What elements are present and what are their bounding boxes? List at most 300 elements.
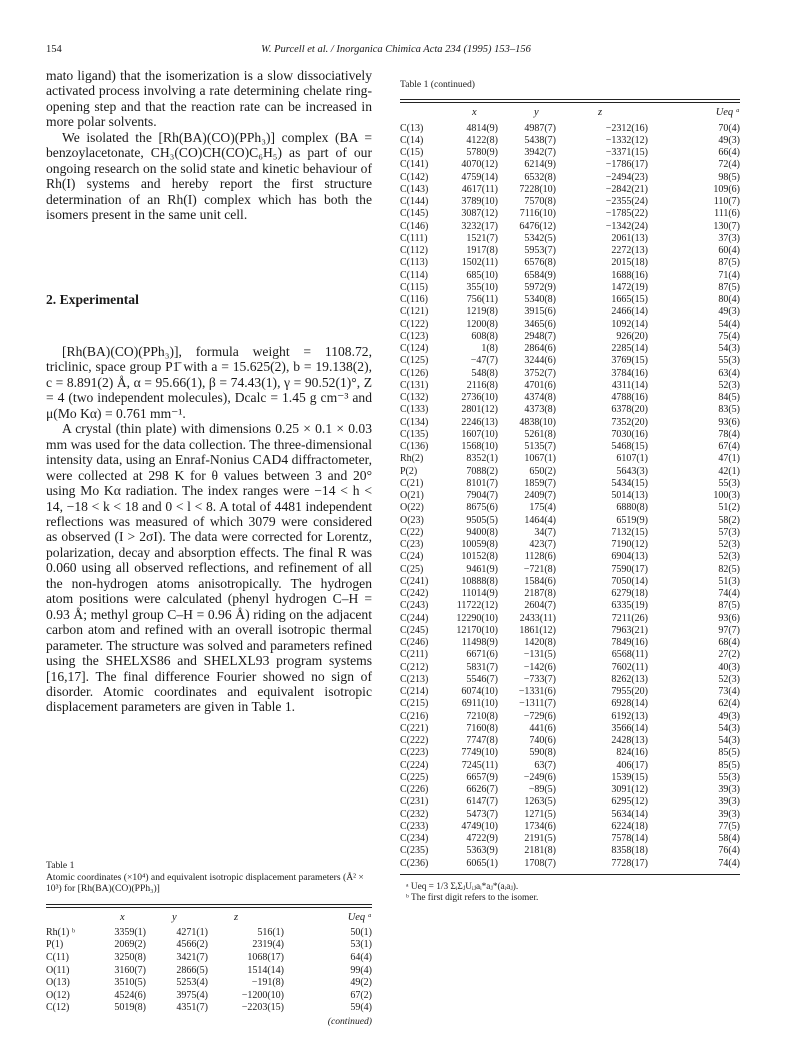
value-cell: 71(4) (718, 269, 740, 281)
value-cell: −733(7) (523, 673, 556, 685)
table-row (46, 939, 372, 952)
atom-label-cell: C(145) (400, 208, 429, 220)
value-cell: 548(8) (471, 367, 498, 379)
value-cell: 1665(15) (611, 294, 648, 306)
table-row (400, 539, 740, 551)
atom-label-cell: C(124) (400, 343, 429, 355)
atom-label-cell: C(231) (400, 796, 429, 808)
value-cell: 4617(11) (461, 183, 498, 195)
value-cell: 82(5) (718, 563, 740, 575)
value-cell: 1688(16) (611, 269, 648, 281)
value-cell: 76(4) (718, 845, 740, 857)
value-cell: −191(8) (251, 977, 284, 989)
atom-label-cell: C(212) (400, 661, 429, 673)
table-left-label: Table 1 (46, 860, 75, 871)
value-cell: −729(6) (523, 710, 556, 722)
table-row (400, 159, 740, 171)
value-cell: 608(8) (471, 330, 498, 342)
value-cell: 6928(14) (611, 698, 648, 710)
atom-label-cell: C(23) (400, 539, 424, 551)
value-cell: 6568(11) (611, 649, 648, 661)
value-cell: 3510(5) (114, 977, 146, 989)
value-cell: −89(5) (528, 784, 556, 796)
value-cell: 7590(17) (611, 563, 648, 575)
value-cell: 1708(7) (524, 857, 556, 869)
value-cell: −2312(16) (605, 122, 648, 134)
table-row (400, 588, 740, 600)
atom-label-cell: O(13) (46, 977, 70, 989)
value-cell: 6192(13) (611, 710, 648, 722)
value-cell: 4759(14) (461, 171, 498, 183)
value-cell: 6519(9) (616, 514, 648, 526)
value-cell: 4070(12) (461, 159, 498, 171)
value-cell: 59(4) (350, 1002, 372, 1014)
value-cell: 11722(12) (456, 600, 498, 612)
value-cell: 5014(13) (611, 490, 648, 502)
table-row (400, 319, 740, 331)
table-row (400, 515, 740, 527)
table-row (400, 282, 740, 294)
value-cell: 85(5) (718, 747, 740, 759)
value-cell: 67(2) (350, 989, 372, 1001)
value-cell: 9400(8) (466, 526, 498, 538)
atom-label-cell: O(12) (46, 989, 70, 1001)
value-cell: 49(3) (718, 710, 740, 722)
table-row (400, 135, 740, 147)
table-row (400, 833, 740, 845)
atom-label-cell: C(125) (400, 355, 429, 367)
value-cell: 3244(6) (524, 355, 556, 367)
value-cell: 7210(8) (466, 710, 498, 722)
value-cell: 3784(16) (611, 367, 648, 379)
value-cell: 39(3) (718, 796, 740, 808)
value-cell: 7050(14) (611, 575, 648, 587)
table-row (400, 809, 740, 821)
page-header (46, 44, 746, 58)
value-cell: 49(3) (718, 306, 740, 318)
table-row (400, 576, 740, 588)
value-cell: 83(5) (718, 404, 740, 416)
value-cell: −2355(24) (605, 196, 648, 208)
value-cell: 441(6) (529, 722, 556, 734)
value-cell: 3789(10) (461, 196, 498, 208)
value-cell: 6065(1) (466, 857, 498, 869)
value-cell: 2409(7) (524, 490, 556, 502)
value-cell: 12170(10) (456, 624, 498, 636)
value-cell: 175(4) (529, 502, 556, 514)
value-cell: 650(2) (529, 465, 556, 477)
value-cell: 7955(20) (611, 686, 648, 698)
atom-label-cell: C(123) (400, 330, 429, 342)
value-cell: 4987(7) (524, 122, 556, 134)
value-cell: 51(2) (718, 502, 740, 514)
atom-label-cell: C(131) (400, 379, 429, 391)
value-cell: −1342(24) (605, 220, 648, 232)
value-cell: 40(3) (718, 661, 740, 673)
atom-label-cell: C(133) (400, 404, 429, 416)
atom-label-cell: C(224) (400, 759, 429, 771)
value-cell: 52(3) (718, 539, 740, 551)
value-cell: 85(5) (718, 759, 740, 771)
table-row (400, 686, 740, 698)
atom-label-cell: C(24) (400, 551, 424, 563)
atom-label-cell: O(23) (400, 514, 424, 526)
value-cell: 2061(13) (611, 232, 648, 244)
table-row (400, 625, 740, 637)
table-row (400, 172, 740, 184)
table-row (400, 674, 740, 686)
table-left (46, 860, 372, 1028)
table-row (400, 417, 740, 429)
table-row (400, 221, 740, 233)
value-cell: 1917(8) (466, 245, 498, 257)
value-cell: −1200(10) (241, 989, 284, 1001)
value-cell: 2948(7) (524, 330, 556, 342)
paragraph-intro: mato ligand) that the isomerization is a slow dissociatively activated process involving a rate determining chelate ring-opening step and that the reaction rate can be increased in more polar solvents. (46, 68, 372, 130)
value-cell: 3160(7) (114, 964, 146, 976)
value-cell: 6279(18) (611, 588, 648, 600)
value-cell: 87(5) (718, 600, 740, 612)
atom-label-cell: C(226) (400, 784, 429, 796)
header-cell: Ueq ᵃ (347, 911, 372, 923)
table-row (400, 490, 740, 502)
value-cell: 1068(17) (247, 951, 284, 963)
table-right (400, 79, 740, 905)
value-cell: 6295(12) (611, 796, 648, 808)
atom-label-cell: C(236) (400, 857, 429, 869)
value-cell: 1464(4) (524, 514, 556, 526)
value-cell: 7749(10) (461, 747, 498, 759)
value-cell: 1271(5) (524, 808, 556, 820)
section-title: 2. Experimental (46, 292, 139, 307)
atom-label-cell: C(134) (400, 416, 429, 428)
header-cell (400, 103, 448, 123)
value-cell: −131(5) (523, 649, 556, 661)
value-cell: 77(5) (718, 820, 740, 832)
value-cell: 2285(14) (611, 343, 648, 355)
value-cell: 130(7) (713, 220, 740, 232)
atom-label-cell: O(22) (400, 502, 424, 514)
value-cell: 39(3) (718, 784, 740, 796)
value-cell: 7088(2) (466, 465, 498, 477)
value-cell: −3371(15) (605, 147, 648, 159)
value-cell: 8262(13) (611, 673, 648, 685)
value-cell: 6904(13) (611, 551, 648, 563)
table-row (400, 772, 740, 784)
value-cell: 8352(1) (466, 453, 498, 465)
value-cell: 6532(8) (524, 171, 556, 183)
footnote-a: ᵃ Ueq = 1/3 ΣᵢΣⱼUᵢⱼaᵢ*aⱼ*(aᵢaⱼ). (406, 881, 519, 892)
value-cell: 4722(9) (466, 833, 498, 845)
header-cell: y (534, 107, 539, 119)
value-cell: 47(1) (718, 453, 740, 465)
paragraph-crystal: A crystal (thin plate) with dimensions 0.25 × 0.1 × 0.03 mm was used for the data collection. The three-dimensional intensity data, using an Enraf-Nonius CAD4 diffractometer, were collected at 298 K for θ values between 3 and 20° using Mo Kα radiation. The index ranges were −14 < h < 14, −18 < k < 18 and 0 < l < 8. A total of 4481 independent reflections was measured of which 3079 were considered as observed (I > 2σI). The data were corrected for Lorentz, polarization, decay and absorption effects. The final R was 0.060 using all observed reflections, and refinement of all the non-hydrogen atoms anisotropically. The hydrogen atom positions were calculated (phenyl hydrogen C–H = 0.93 Å; methyl group C–H = 0.96 Å) riding on the adjacent carbon atom and refined with an overall isotropic thermal parameter. The structure was solved and parameters refined using the SHELXS86 and SHELXL93 program systems [16,17]. The final difference Fourier showed no sign of disorder. Atomic coordinates and equivalent isotropic displacement parameters are given in Table 1. (46, 421, 372, 715)
value-cell: 1607(10) (461, 428, 498, 440)
value-cell: 3975(4) (176, 989, 208, 1001)
value-cell: 3091(12) (611, 784, 648, 796)
atom-label-cell: Rh(1) ᵇ (46, 926, 75, 938)
value-cell: 3232(17) (461, 220, 498, 232)
value-cell: 84(5) (718, 392, 740, 404)
value-cell: 55(3) (718, 355, 740, 367)
value-cell: 7228(10) (519, 183, 556, 195)
value-cell: 7963(21) (611, 624, 648, 636)
atom-label-cell: C(225) (400, 771, 429, 783)
atom-label-cell: C(232) (400, 808, 429, 820)
value-cell: 1128(6) (524, 551, 556, 563)
table-row (400, 147, 740, 159)
value-cell: 6476(12) (519, 220, 556, 232)
atom-label-cell: C(114) (400, 269, 428, 281)
value-cell: 2604(7) (524, 600, 556, 612)
value-cell: 49(2) (350, 977, 372, 989)
value-cell: 1472(19) (611, 281, 648, 293)
value-cell: 6224(18) (611, 820, 648, 832)
value-cell: 5473(7) (466, 808, 498, 820)
value-cell: 5468(15) (611, 441, 648, 453)
value-cell: 2466(14) (611, 306, 648, 318)
value-cell: 3359(1) (114, 926, 146, 938)
atom-label-cell: C(222) (400, 735, 429, 747)
value-cell: 2864(6) (524, 343, 556, 355)
value-cell: 7352(20) (611, 416, 648, 428)
table-row (46, 952, 372, 965)
atom-label-cell: C(242) (400, 588, 429, 600)
atom-label-cell: P(2) (400, 465, 418, 477)
value-cell: 4122(8) (466, 134, 498, 146)
value-cell: 3250(8) (114, 951, 146, 963)
atom-label-cell: C(211) (400, 649, 428, 661)
value-cell: 7245(11) (461, 759, 498, 771)
value-cell: 7116(10) (519, 208, 556, 220)
value-cell: 60(4) (718, 245, 740, 257)
value-cell: 6074(10) (461, 686, 498, 698)
value-cell: 58(2) (718, 514, 740, 526)
value-cell: 5438(7) (524, 134, 556, 146)
atom-label-cell: C(245) (400, 624, 429, 636)
atom-label-cell: C(115) (400, 281, 428, 293)
table-row (400, 196, 740, 208)
table-row (400, 453, 740, 465)
value-cell: 1502(11) (461, 257, 498, 269)
value-cell: 1861(12) (519, 624, 556, 636)
value-cell: 49(3) (718, 134, 740, 146)
value-cell: 7030(16) (611, 428, 648, 440)
value-cell: 2428(13) (611, 735, 648, 747)
value-cell: 63(4) (718, 367, 740, 379)
value-cell: 11498(9) (461, 637, 498, 649)
header-cell: x (120, 911, 125, 923)
value-cell: 7570(8) (524, 196, 556, 208)
value-cell: 87(5) (718, 257, 740, 269)
value-cell: 4814(9) (466, 122, 498, 134)
value-cell: 6911(10) (461, 698, 498, 710)
value-cell: 39(3) (718, 808, 740, 820)
table-row (400, 649, 740, 661)
value-cell: −1785(22) (605, 208, 648, 220)
value-cell: 3915(6) (524, 306, 556, 318)
value-cell: 5434(15) (611, 477, 648, 489)
atom-label-cell: C(233) (400, 820, 429, 832)
value-cell: 5253(4) (176, 977, 208, 989)
value-cell: 93(6) (718, 612, 740, 624)
table-row (400, 429, 740, 441)
value-cell: 10059(8) (461, 539, 498, 551)
table-right-grid (400, 103, 740, 870)
value-cell: 2801(12) (461, 404, 498, 416)
page-number: 154 (46, 44, 62, 55)
value-cell: 2116(8) (466, 379, 498, 391)
value-cell: −249(6) (523, 771, 556, 783)
value-cell: −1786(17) (605, 159, 648, 171)
table-row (46, 990, 372, 1003)
table-left-continued: (continued) (327, 1015, 372, 1027)
value-cell: 423(7) (529, 539, 556, 551)
value-cell: 3465(6) (524, 318, 556, 330)
value-cell: 6107(1) (616, 453, 648, 465)
value-cell: −142(6) (523, 661, 556, 673)
table-row (400, 845, 740, 857)
value-cell: 2069(2) (114, 939, 146, 951)
value-cell: 1859(7) (524, 477, 556, 489)
value-cell: 99(4) (350, 964, 372, 976)
header-cell: y (172, 911, 177, 923)
atom-label-cell: C(22) (400, 526, 424, 538)
atom-label-cell: Rh(2) (400, 453, 424, 465)
value-cell: 100(3) (713, 490, 740, 502)
value-cell: 110(7) (713, 196, 740, 208)
atom-label-cell: C(215) (400, 698, 429, 710)
value-cell: 1092(14) (611, 318, 648, 330)
table-row (400, 123, 740, 135)
value-cell: 1067(1) (524, 453, 556, 465)
table-row (400, 466, 740, 478)
atom-label-cell: C(113) (400, 257, 428, 269)
value-cell: 7728(17) (611, 857, 648, 869)
value-cell: 66(4) (718, 147, 740, 159)
value-cell: 5546(7) (466, 673, 498, 685)
header-cell: z (234, 911, 239, 923)
value-cell: 4566(2) (176, 939, 208, 951)
value-cell: 8101(7) (466, 477, 498, 489)
atom-label-cell: C(126) (400, 367, 429, 379)
value-cell: 1200(8) (466, 318, 498, 330)
value-cell: 97(7) (718, 624, 740, 636)
table-row (400, 613, 740, 625)
value-cell: −2842(21) (605, 183, 648, 195)
value-cell: 3566(14) (611, 722, 648, 734)
value-cell: −1331(6) (518, 686, 556, 698)
value-cell: 740(6) (529, 735, 556, 747)
value-cell: 75(4) (718, 330, 740, 342)
value-cell: 64(4) (350, 951, 372, 963)
value-cell: 7602(11) (611, 661, 648, 673)
atom-label-cell: O(21) (400, 490, 424, 502)
table-row (400, 441, 740, 453)
value-cell: 2736(10) (461, 392, 498, 404)
atom-label-cell: C(143) (400, 183, 429, 195)
header-cell: x (472, 107, 477, 119)
table-right-label: Table 1 (continued) (400, 79, 475, 90)
value-cell: 5634(14) (611, 808, 648, 820)
table-row (400, 858, 740, 870)
value-cell: 4749(10) (461, 820, 498, 832)
value-cell: 55(3) (718, 477, 740, 489)
atom-label-cell: C(214) (400, 686, 429, 698)
value-cell: 516(1) (257, 926, 284, 938)
table-row (400, 355, 740, 367)
header-cell (46, 908, 98, 927)
value-cell: 109(6) (713, 183, 740, 195)
value-cell: 6880(8) (616, 502, 648, 514)
table-row (400, 564, 740, 576)
value-cell: 42(1) (718, 465, 740, 477)
table-row (400, 184, 740, 196)
table-row (400, 502, 740, 514)
value-cell: 926(20) (616, 330, 648, 342)
value-cell: 2191(5) (524, 833, 556, 845)
atom-label-cell: P(1) (46, 939, 64, 951)
value-cell: 2272(13) (611, 245, 648, 257)
value-cell: 80(4) (718, 294, 740, 306)
value-cell: 7849(16) (611, 637, 648, 649)
table-row (400, 233, 740, 245)
value-cell: 9461(9) (466, 563, 498, 575)
table-row (400, 208, 740, 220)
table-row (400, 404, 740, 416)
table-right-bottom-rule (400, 874, 740, 875)
table-left-grid (46, 908, 372, 1015)
value-cell: 12290(10) (456, 612, 498, 624)
value-cell: 7747(8) (466, 735, 498, 747)
value-cell: 6214(9) (524, 159, 556, 171)
value-cell: 62(4) (718, 698, 740, 710)
value-cell: 5972(9) (524, 281, 556, 293)
value-cell: 5643(3) (616, 465, 648, 477)
value-cell: 1584(6) (524, 575, 556, 587)
atom-label-cell: C(132) (400, 392, 429, 404)
value-cell: 590(8) (529, 747, 556, 759)
value-cell: 72(4) (718, 159, 740, 171)
left-column (46, 68, 372, 223)
table-row (400, 551, 740, 563)
value-cell: 68(4) (718, 637, 740, 649)
value-cell: 5019(8) (114, 1002, 146, 1014)
table-row (400, 698, 740, 710)
value-cell: −2203(15) (241, 1002, 284, 1014)
value-cell: 4374(8) (524, 392, 556, 404)
value-cell: 685(10) (466, 269, 498, 281)
atom-label-cell: C(25) (400, 563, 424, 575)
table-row (400, 331, 740, 343)
atom-label-cell: C(121) (400, 306, 429, 318)
value-cell: −1332(12) (605, 134, 648, 146)
value-cell: 54(3) (718, 343, 740, 355)
atom-label-cell: C(235) (400, 845, 429, 857)
value-cell: 11014(9) (461, 588, 498, 600)
value-cell: 6584(9) (524, 269, 556, 281)
table-row (400, 392, 740, 404)
value-cell: 2246(13) (461, 416, 498, 428)
value-cell: 6576(8) (524, 257, 556, 269)
value-cell: 54(3) (718, 722, 740, 734)
table-row (400, 380, 740, 392)
value-cell: 4701(6) (524, 379, 556, 391)
table-row (400, 257, 740, 269)
atom-label-cell: C(246) (400, 637, 429, 649)
value-cell: 6147(7) (466, 796, 498, 808)
value-cell: 824(16) (616, 747, 648, 759)
